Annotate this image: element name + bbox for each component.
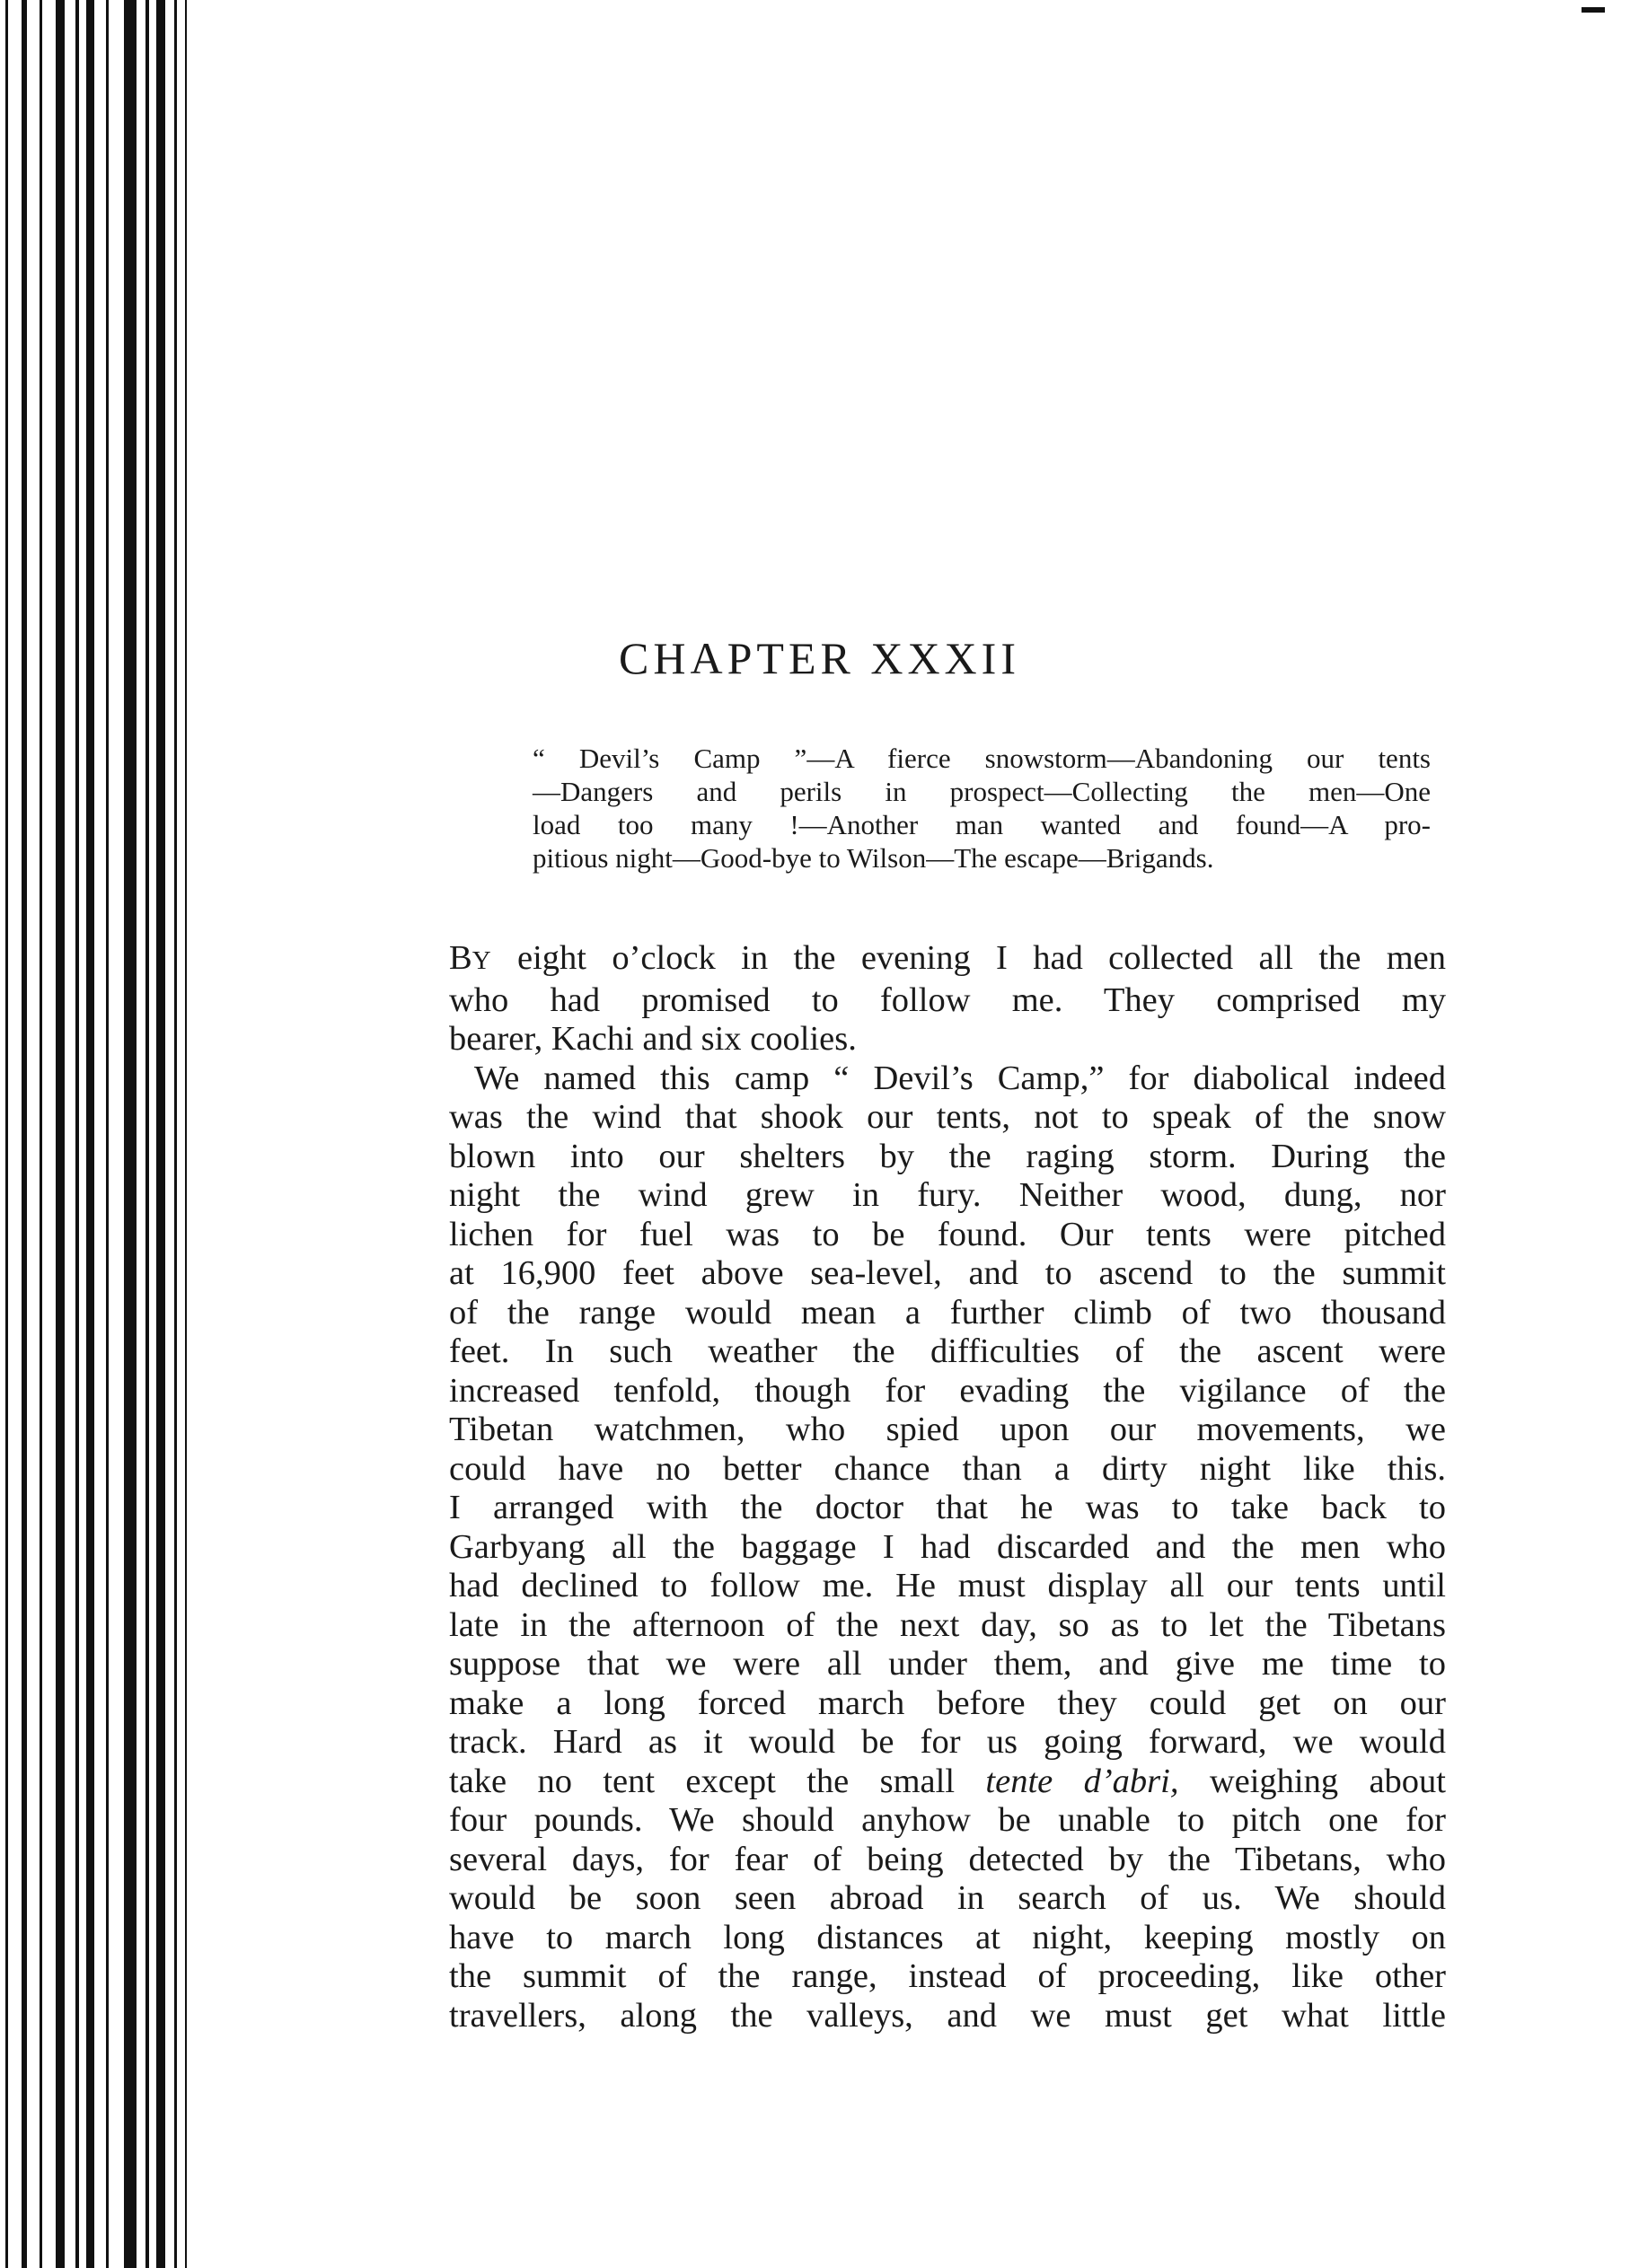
paragraph-2-line: was the wind that shook our tents, not to speak of the snow (449, 1098, 1446, 1136)
paragraph-2-line: four pounds. We should anyhow be unable to pitch one for (449, 1801, 1446, 1839)
paragraph-2-line: I arranged with the doctor that he was to take back to (449, 1489, 1446, 1526)
paragraph-2-line: had declined to follow me. He must display all our tents until (449, 1567, 1446, 1604)
italic-phrase: tente d’abri, (985, 1762, 1179, 1800)
paragraph-2-line: track. Hard as it would be for us going forward, we would (449, 1723, 1446, 1761)
book-binding-edge (0, 0, 193, 2268)
paragraph-1-line: BY eight o’clock in the evening I had collected all the men (449, 939, 1446, 977)
synopsis-line: —Dangers and perils in prospect—Collecting the men—One (533, 776, 1431, 807)
body-text (449, 939, 1446, 2035)
paragraph-2-line: at 16,900 feet above sea-level, and to ascend to the summit (449, 1254, 1446, 1292)
corner-scan-mark (1582, 7, 1605, 13)
paragraph-2-line: would be soon seen abroad in search of us. We should (449, 1879, 1446, 1917)
synopsis-line: pitious night—Good-bye to Wilson—The escape—Brigands. (533, 842, 1214, 874)
chapter-title: CHAPTER XXXII (619, 633, 1020, 683)
paragraph-2-line: suppose that we were all under them, and give me time to (449, 1645, 1446, 1683)
smallcap-letter: Y (471, 946, 492, 975)
paragraph-2-line: Garbyang all the baggage I had discarded and the men who (449, 1527, 1446, 1566)
paragraph-2-line: night the wind grew in fury. Neither wood, dung, nor (449, 1176, 1446, 1214)
paragraph-2-line: We named this camp “ Devil’s Camp,” for diabolical indeed (474, 1059, 1446, 1097)
paragraph-2-line: make a long forced march before they could get on our (449, 1683, 1446, 1722)
paragraph-2-line: Tibetan watchmen, who spied upon our movements, we (449, 1411, 1446, 1448)
paragraph-2-line: increased tenfold, though for evading the vigilance of the (449, 1371, 1446, 1410)
paragraph-1-line: who had promised to follow me. They comprised my (449, 980, 1446, 1019)
paragraph-2-line: have to march long distances at night, keeping mostly on (449, 1918, 1446, 1956)
synopsis-line: “ Devil’s Camp ”—A fierce snowstorm—Abandoning our tents (533, 743, 1431, 774)
dropcap-letter: B (449, 939, 472, 977)
paragraph-2-line: could have no better chance than a dirty night like this. (449, 1449, 1446, 1488)
paragraph-2-line: of the range would mean a further climb of two thousand (449, 1293, 1446, 1332)
chapter-synopsis (533, 742, 1431, 875)
paragraph-2-line: late in the afternoon of the next day, so as to let the Tibetans (449, 1605, 1446, 1644)
paragraph-2-line: take no tent except the small tente d’abri, weighing about (449, 1762, 1446, 1800)
paragraph-2-line: blown into our shelters by the raging storm. During the (449, 1137, 1446, 1175)
paragraph-2-line: the summit of the range, instead of proceeding, like other (449, 1957, 1446, 1995)
paragraph-2-line: lichen for fuel was to be found. Our tents were pitched (449, 1215, 1446, 1253)
paragraph-1-line: bearer, Kachi and six coolies. (449, 1020, 857, 1058)
paragraph-2-line: travellers, along the valleys, and we must get what little (449, 1996, 1446, 2035)
paragraph-2-line: feet. In such weather the difficulties of the ascent were (449, 1332, 1446, 1370)
paragraph-2-line: several days, for fear of being detected by the Tibetans, who (449, 1840, 1446, 1878)
synopsis-line: load too many !—Another man wanted and found—A pro- (533, 809, 1431, 840)
